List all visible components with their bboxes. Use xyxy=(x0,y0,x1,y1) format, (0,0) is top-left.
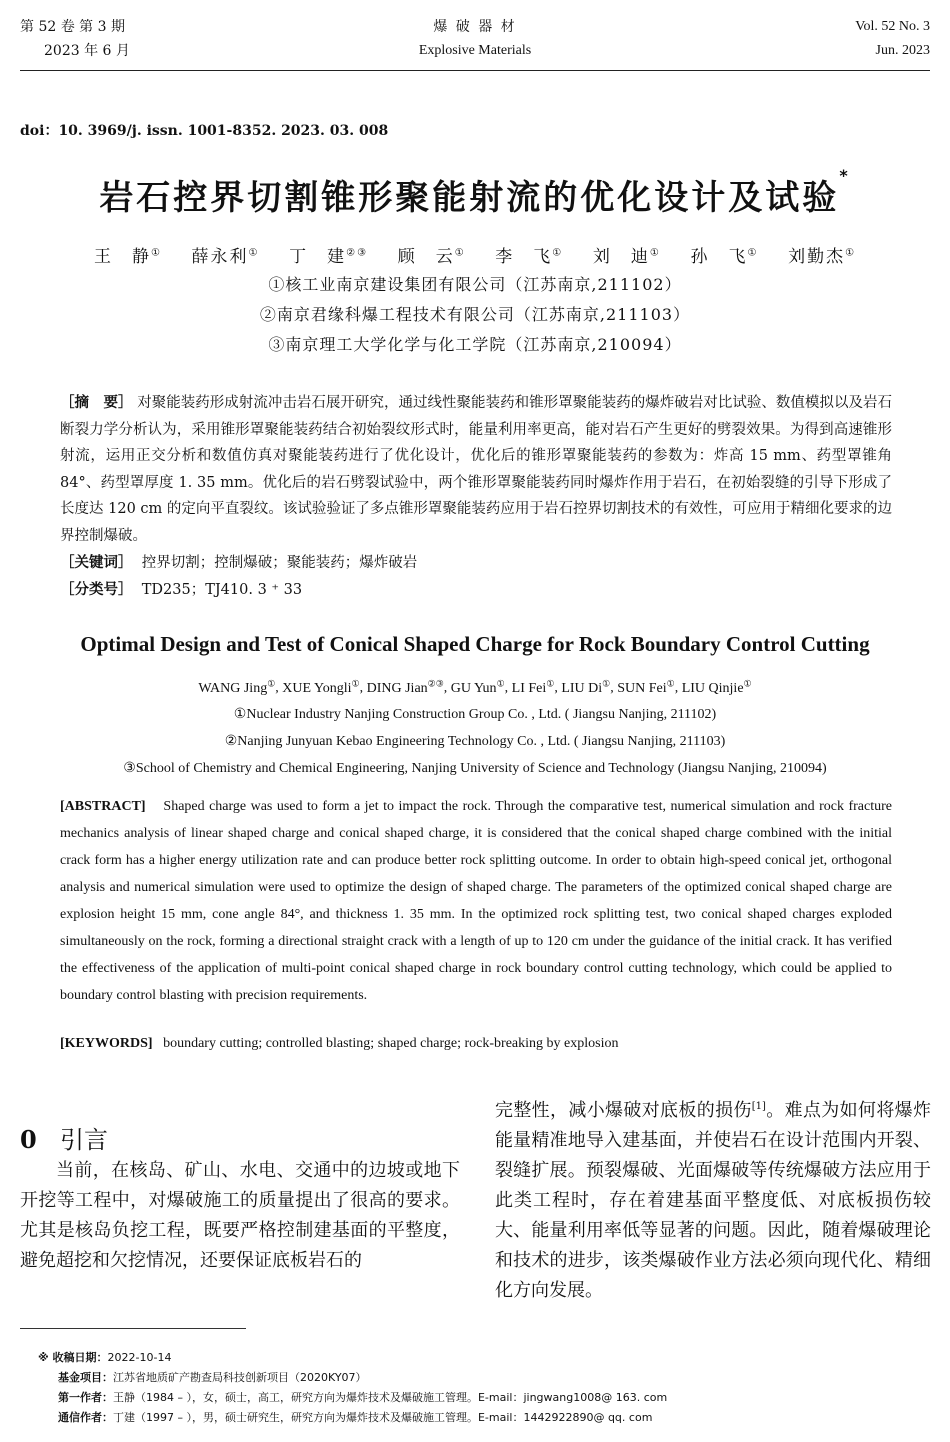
title-cn-text: 岩石控界切割锥形聚能射流的优化设计及试验 xyxy=(99,178,840,218)
doi: doi：10. 3969/j. issn. 1001-8352. 2023. 03. 008 xyxy=(20,123,389,139)
footnote-fund: 基金项目：江苏省地质矿产勘查局科技创新项目（2020KY07） xyxy=(58,1371,367,1384)
author-cn: 丁 建②③ xyxy=(289,247,369,267)
affiliation-en-1: ①Nuclear Industry Nanjing Construction Group Co. , Ltd. ( Jiangsu Nanjing, 211102) xyxy=(233,707,717,722)
affiliation-cn-2: ②南京君缘科爆工程技术有限公司（江苏南京,211103） xyxy=(259,305,691,324)
abstract-en-text: Shaped charge was used to form a jet to impact the rock. Through the comparative test, numerical simulation and rock fracture mechanics analysis of linear shaped charge and conical shaped charge, it is considered that the conical shaped charge combined with the initial crack form has a higher energy utilization rate and can produce better rock splitting outcome. In order to obtain high-speed conical jet, orthogonal analysis and numerical simulation were used to optimize the design of shaped charge. The parameters of the optimized conical shaped charge are explosion height 15 mm, cone angle 84°, and thickness 1. 35 mm. In the optimized rock splitting test, two conical shaped charges exploded simultaneously on the rock, forming a directional straight crack with a length of up to 120 cm under the guidance of the initial crack. It has verified the effectiveness of the application of multi-point conical shaped charge in rock boundary control cutting technology, which could be applied to boundary control blasting with precision requirements. xyxy=(60,799,892,1003)
classification-cn-text: TD235；TJ410. 3 ⁺ 33 xyxy=(141,582,303,598)
keywords-cn xyxy=(60,550,892,577)
abstract-cn xyxy=(60,390,892,549)
keywords-en-label: [KEYWORDS] xyxy=(60,1036,153,1051)
classification-cn xyxy=(60,577,892,604)
header-journal-cn: 爆 破 器 材 xyxy=(433,19,517,35)
header-journal-en: Explosive Materials xyxy=(418,43,532,58)
author-en: LI Fei① xyxy=(511,678,555,696)
title-footnote-mark: * xyxy=(839,166,851,185)
author-cn: 王 静① xyxy=(93,247,162,267)
footnote-corr-author: 通信作者：丁建（1997 – ），男，硕士研究生，研究方向为爆炸技术及爆破施工管理。E-mail：1442922890@ qq. com xyxy=(58,1411,653,1424)
keywords-cn-label: ［关键词］ xyxy=(60,555,133,571)
author-cn: 薛永利① xyxy=(191,247,260,267)
footnote-rule xyxy=(20,1328,246,1329)
abstract-cn-text: 对聚能装药形成射流冲击岩石展开研究，通过线性聚能装药和锥形罩聚能装药的爆炸破岩对比试验、数值模拟以及岩石断裂力学分析认为，采用锥形罩聚能装药结合初始裂纹形式时，能量利用率更高，能对岩石产生更好的劈裂效果。为得到高速锥形射流，运用正交分析和数值仿真对聚能装药进行了优化设计，优化后的锥形罩聚能装药的参数为：炸高 15 mm、药型罩锥角 84°、药型罩厚度 1. 35 mm。优化后的岩石劈裂试验中，两个锥形罩聚能装药同时爆炸作用于岩石，在初始裂缝的引导下形成了长度达 120 cm 的定向平直裂纹。该试验验证了多点锥形罩聚能装药应用于岩石控界切割技术的有效性，可应用于精细化要求的边界控制爆破。 xyxy=(60,395,892,544)
title-en: Optimal Design and Test of Conical Shaped Charge for Rock Boundary Control Cutting xyxy=(80,632,870,656)
abstract-cn-label: ［摘 要］ xyxy=(60,395,133,411)
body-right-column: 完整性，减小爆破对底板的损伤[1]。难点为如何将爆炸能量精准地导入建基面，并使岩石在设计范围内开裂、裂缝扩展。预裂爆破、光面爆破等传统爆破方法应用于此类工程时，存在着建基面平整度低、对底板损伤较大、能量利用率低等显著的问题。因此，随着爆破理论和技术的进步，该类爆破作业方法必须向现代化、精细化方向发展。 xyxy=(495,1100,931,1301)
author-cn: 刘勤杰① xyxy=(788,247,857,267)
author-en: LIU Qinjie① xyxy=(681,678,752,696)
author-en: LIU Di① xyxy=(561,678,611,696)
author-en: DING Jian②③ xyxy=(366,678,444,696)
header-volume-issue: 第 52 卷 第 3 期 xyxy=(20,19,125,35)
authors-en: WANG Jing①, XUE Yongli①, DING Jian②③, GU Yun①, LI Fei①, LIU Di①, SUN Fei①, LIU Qinjie① xyxy=(198,678,752,696)
authors-cn xyxy=(0,242,950,267)
affiliation-en-2: ②Nanjing Junyuan Kebao Engineering Technology Co. , Ltd. ( Jiangsu Nanjing, 211103) xyxy=(224,734,726,749)
author-cn: 孙 飞① xyxy=(690,247,759,267)
classification-cn-label: ［分类号］ xyxy=(60,582,133,598)
title-cn xyxy=(0,166,950,219)
author-cn: 李 飞① xyxy=(495,247,564,267)
header-date-cn: 2023 年 6 月 xyxy=(44,43,130,59)
section-title: 引言 xyxy=(60,1126,108,1154)
author-en: SUN Fei① xyxy=(617,678,675,696)
header-rule xyxy=(20,70,930,71)
footnote-received: ※ 收稿日期：2022-10-14 xyxy=(38,1351,172,1364)
keywords-en-text: boundary cutting; controlled blasting; shaped charge; rock-breaking by explosion xyxy=(163,1036,619,1051)
body-left-column: 当前，在核岛、矿山、水电、交通中的边坡或地下开挖等工程中，对爆破施工的质量提出了很高的要求。尤其是核岛负挖工程，既要严格控制建基面的平整度，避免超挖和欠挖情况，还要保证底板岩石的 xyxy=(20,1160,460,1271)
abstract-en xyxy=(60,793,892,1009)
section-heading xyxy=(20,1120,108,1155)
affiliation-en-3: ③School of Chemistry and Chemical Engineering, Nanjing University of Science and Technology (Jiangsu Nanjing, 210094) xyxy=(123,761,827,776)
keywords-cn-text: 控界切割；控制爆破；聚能装药；爆炸破岩 xyxy=(141,555,418,571)
affiliation-cn-1: ①核工业南京建设集团有限公司（江苏南京,211102） xyxy=(268,275,682,294)
author-en: GU Yun① xyxy=(450,678,505,696)
affiliation-cn-3: ③南京理工大学化学与化工学院（江苏南京,210094） xyxy=(268,335,682,354)
keywords-en xyxy=(60,1036,892,1052)
citation-ref[interactable]: [1] xyxy=(751,1101,766,1112)
author-en: WANG Jing① xyxy=(198,678,276,696)
abstract-en-label: [ABSTRACT] xyxy=(60,799,146,814)
author-en: XUE Yongli① xyxy=(282,678,360,696)
header-date-en: Jun. 2023 xyxy=(875,43,930,58)
footnote-first-author: 第一作者：王静（1984 – ），女，硕士，高工，研究方向为爆炸技术及爆破施工管理。E-mail：jingwang1008@ 163. com xyxy=(58,1391,668,1404)
author-cn: 刘 迪① xyxy=(592,247,661,267)
header-vol-no-en: Vol. 52 No. 3 xyxy=(855,19,930,34)
section-number: 0 xyxy=(20,1125,37,1154)
author-cn: 顾 云① xyxy=(397,247,466,267)
